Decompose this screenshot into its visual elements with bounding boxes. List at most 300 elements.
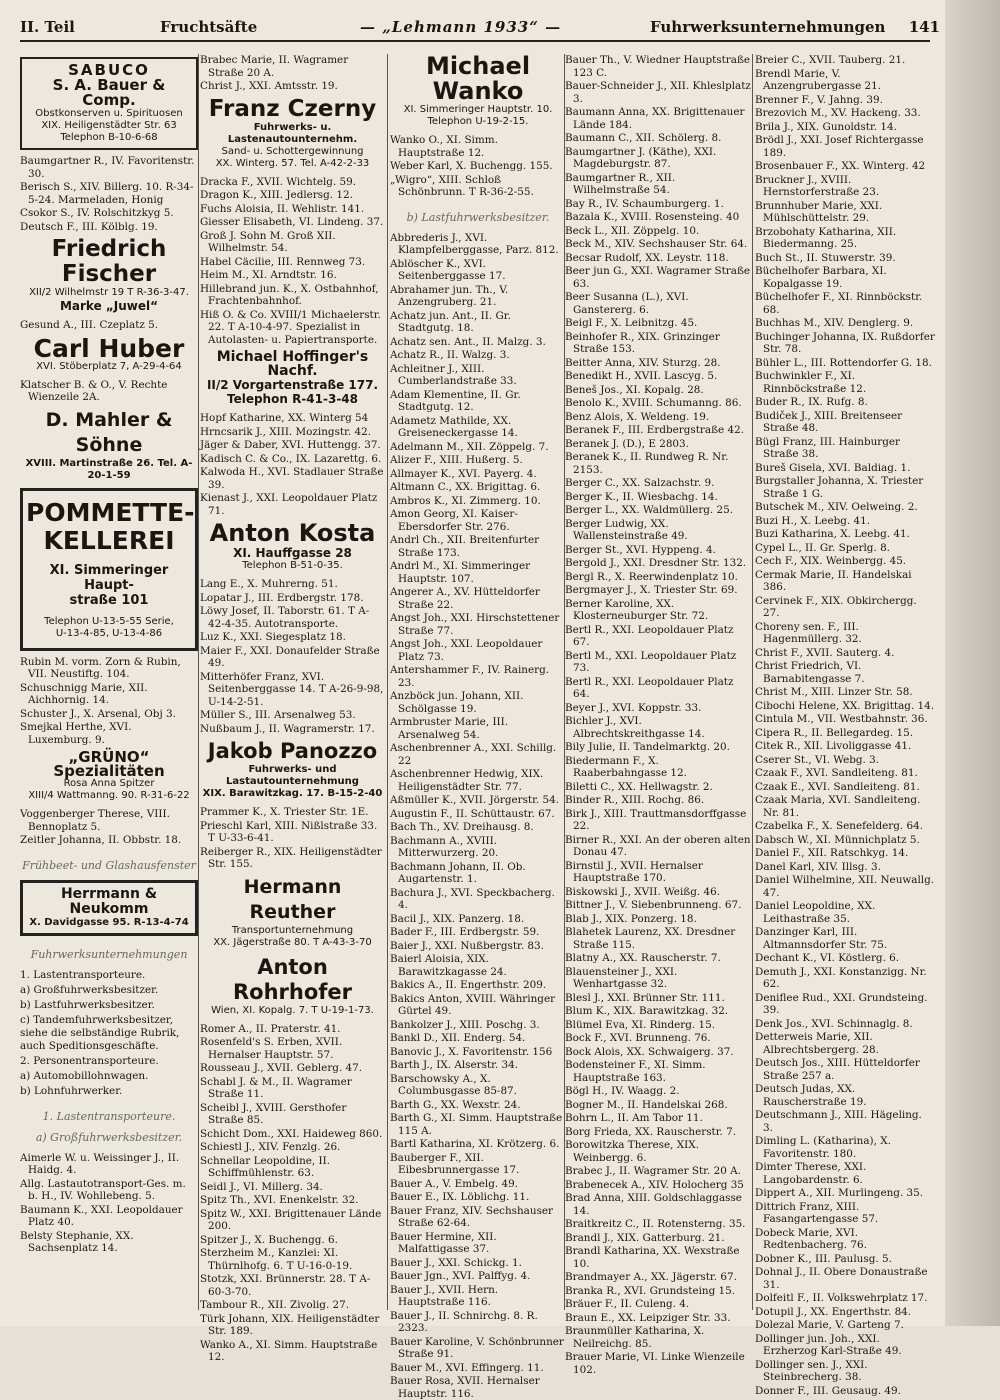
directory-entry: Bühler L., III. Rottendorfer G. 18. bbox=[755, 357, 935, 370]
directory-entry: Bruckner J., XVIII. Hernstorferstraße 23. bbox=[755, 174, 935, 199]
ad-line: Wien, XI. Kopalg. 7. T U-19-1-73. bbox=[200, 1005, 385, 1017]
ad-panozzo bbox=[200, 739, 385, 800]
directory-entry: Czaak Maria, XVI. Sandleiteng. Nr. 81. bbox=[755, 794, 935, 819]
directory-entry: Cermak Marie, II. Handelskai 386. bbox=[755, 569, 935, 594]
directory-entry: Büchelhofer Barbara, XI. Kopalgasse 19. bbox=[755, 265, 935, 290]
directory-entry: Deniflee Rud., XXI. Grundsteing. 39. bbox=[755, 992, 935, 1017]
ad-line: U-13-4-85, U-13-4-86 bbox=[26, 628, 192, 640]
directory-entry: Seidl J., VI. Millerg. 34. bbox=[200, 1181, 385, 1194]
entry-group bbox=[755, 54, 935, 1397]
directory-entry: Bauer J., XXI. Schickg. 1. bbox=[390, 1257, 566, 1270]
entry-group bbox=[200, 176, 385, 347]
directory-entry: Andrl M., XI. Simmeringer Hauptstr. 107. bbox=[390, 560, 566, 585]
directory-entry: Fuchs Aloisia, II. Wehlistr. 141. bbox=[200, 203, 385, 216]
directory-entry: Dollinger jun. Joh., XXI. Erzherzog Karl-Straße 49. bbox=[755, 1333, 935, 1358]
entry-group bbox=[20, 379, 198, 404]
column-2 bbox=[200, 54, 385, 1310]
directory-entry: Daniel F., XII. Ratschkyg. 14. bbox=[755, 847, 935, 860]
ad-title: Herrmann & Neukomm bbox=[26, 887, 192, 917]
ad-title: Friedrich Fischer bbox=[20, 237, 198, 287]
directory-entry: Spitzer J., X. Buchengg. 6. bbox=[200, 1234, 385, 1247]
directory-entry: Bertl R., XXI. Leopoldauer Platz 64. bbox=[565, 676, 753, 701]
directory-entry: „Wigro“, XIII. Schloß Schönbrunn. T R-36-2-55. bbox=[390, 174, 566, 199]
directory-entry: Bacil J., XIX. Panzerg. 18. bbox=[390, 913, 566, 926]
directory-entry: Stotzk, XXI. Brünnerstr. 28. T A-60-3-70. bbox=[200, 1273, 385, 1298]
directory-entry: Alizer F., XIII. Hußerg. 5. bbox=[390, 454, 566, 467]
directory-entry: Dobner K., III. Paulusg. 5. bbox=[755, 1253, 935, 1266]
directory-entry: Czaak E., XVI. Sandleiteng. 81. bbox=[755, 781, 935, 794]
directory-entry: Bachmann A., XVIII. Mitterwurzerg. 20. bbox=[390, 835, 566, 860]
ad-title: Michael Wanko bbox=[390, 54, 566, 104]
directory-entry: Baumgartner J. (Käthe), XXI. Magdeburgstr. 87. bbox=[565, 146, 753, 171]
directory-entry: Birner R., XXI. An der oberen alten Donau 47. bbox=[565, 834, 753, 859]
ad-line: straße 101 bbox=[26, 593, 192, 608]
directory-entry: Spitz W., XXI. Brigittenauer Lände 200. bbox=[200, 1208, 385, 1233]
ad-line: XX. Jägerstraße 80. T A-43-3-70 bbox=[200, 937, 385, 949]
directory-entry: Cintula M., VII. Westbahnstr. 36. bbox=[755, 713, 935, 726]
directory-entry: Amon Georg, XI. Kaiser-Ebersdorfer Str. 276. bbox=[390, 508, 566, 533]
ad-line: XI. Simmeringer Hauptstr. 10. bbox=[390, 104, 566, 116]
list-item: b) Lohnfuhrwerker. bbox=[20, 1085, 198, 1098]
directory-entry: Löwy Josef, II. Taborstr. 61. T A-42-4-35. Autotransporte. bbox=[200, 605, 385, 630]
page-header bbox=[20, 14, 930, 42]
directory-entry: Lang E., X. Muhrerng. 51. bbox=[200, 578, 385, 591]
directory-entry: Hrncsarik J., XIII. Mozingstr. 42. bbox=[200, 426, 385, 439]
directory-entry: Bauer J., XVII. Hern. Hauptstraße 116. bbox=[390, 1284, 566, 1309]
directory-entry: Aschenbrenner Hedwig, XIX. Heiligenstädter Str. 77. bbox=[390, 768, 566, 793]
directory-entry: Barth G., XI. Simm. Hauptstraße 115 A. bbox=[390, 1112, 566, 1137]
page-edge-shadow bbox=[945, 0, 1000, 1326]
ad-sabuco bbox=[20, 57, 198, 150]
directory-entry: Buchinger Johanna, IX. Rußdorfer Str. 78. bbox=[755, 331, 935, 356]
directory-entry: Dimling L. (Katharina), X. Favoritenstr. 180. bbox=[755, 1135, 935, 1160]
directory-entry: Bankolzer J., XIII. Poschg. 3. bbox=[390, 1019, 566, 1032]
ad-line: XI. Hauffgasse 28 bbox=[200, 546, 385, 560]
part-label: II. Teil bbox=[20, 18, 75, 36]
directory-entry: Bodensteiner F., XI. Simm. Hauptstraße 163. bbox=[565, 1059, 753, 1084]
entry-group bbox=[200, 806, 385, 871]
directory-entry: Blum K., XIX. Barawitzkag. 32. bbox=[565, 1005, 753, 1018]
column-1 bbox=[20, 54, 198, 1310]
directory-entry: Brila J., XIX. Gunoldstr. 14. bbox=[755, 121, 935, 134]
directory-entry: Choreny sen. F., III. Hagenmüllerg. 32. bbox=[755, 621, 935, 646]
directory-entry: Allg. Lastautotransport-Ges. m. b. H., IV. Wohllebeng. 5. bbox=[20, 1178, 198, 1203]
directory-entry: Beinhofer R., XIX. Grinzinger Straße 153. bbox=[565, 331, 753, 356]
list-item: 1. Lastentransporteure. bbox=[20, 969, 198, 982]
directory-entry: Blatny A., XX. Rauscherstr. 7. bbox=[565, 952, 753, 965]
directory-entry: Cervinek F., XIX. Obkirchergg. 27. bbox=[755, 595, 935, 620]
directory-entry: Dohnal J., II. Obere Donaustraße 31. bbox=[755, 1266, 935, 1291]
ad-title: KELLEREI bbox=[26, 527, 192, 555]
directory-entry: Achatz R., II. Walzg. 3. bbox=[390, 349, 566, 362]
directory-entry: Angst Joh., XXI. Leopoldauer Platz 73. bbox=[390, 638, 566, 663]
directory-entry: Jäger & Daber, XVI. Huttengg. 37. bbox=[200, 439, 385, 452]
directory-entry: Benolo K., XVIII. Schumanng. 86. bbox=[565, 397, 753, 410]
directory-entry: Angerer A., XV. Hütteldorfer Straße 22. bbox=[390, 586, 566, 611]
directory-entry: Bräuer F., II. Culeng. 4. bbox=[565, 1298, 753, 1311]
ad-line: XVI. Stöberplatz 7, A-29-4-64 bbox=[20, 361, 198, 373]
directory-entry: Brabenecek A., XIV. Holocherg 35 bbox=[565, 1179, 753, 1192]
directory-entry: Blümel Eva, XI. Rinderg. 15. bbox=[565, 1019, 753, 1032]
list-item: 2. Personentransporteure. bbox=[20, 1055, 198, 1068]
directory-entry: Bauer Karoline, V. Schönbrunner Straße 91. bbox=[390, 1336, 566, 1361]
directory-entry: Beigl F., X. Leibnitzg. 45. bbox=[565, 317, 753, 330]
directory-entry: Bauer E., IX. Löblichg. 11. bbox=[390, 1191, 566, 1204]
directory-entry: Brosenbauer F., XX. Winterg. 42 bbox=[755, 160, 935, 173]
directory-entry: Türk Johann, XIX. Heiligenstädter Str. 189. bbox=[200, 1313, 385, 1338]
ad-firm: S. A. Bauer & Comp. bbox=[25, 78, 193, 108]
ad-kosta bbox=[200, 521, 385, 572]
directory-entry: Deutsch Judas, XX. Rauscherstraße 19. bbox=[755, 1083, 935, 1108]
directory-entry: Baumgartner R., IV. Favoritenstr. 30. bbox=[20, 155, 198, 180]
directory-entry: Banovic J., X. Favoritenstr. 156 bbox=[390, 1046, 566, 1059]
ad-title: D. Mahler & Söhne bbox=[20, 408, 198, 458]
directory-entry: Heim M., XI. Arndtstr. 16. bbox=[200, 269, 385, 282]
entry-group bbox=[20, 656, 198, 747]
section-heading: 1. Lastentransporteure. bbox=[20, 1110, 198, 1123]
directory-entry: Buchwinkler F., XI. Rinnböckstraße 12. bbox=[755, 370, 935, 395]
directory-entry: Hiß O. & Co. XVIII/1 Michaelerstr. 22. T A-10-4-97. Spezialist in Autolasten- u. Papiertransporte. bbox=[200, 309, 385, 347]
directory-entry: Gesund A., III. Czeplatz 5. bbox=[20, 319, 198, 332]
directory-entry: Bazala K., XVIII. Rosensteing. 40 bbox=[565, 211, 753, 224]
ad-title: Franz Czerny bbox=[200, 97, 385, 122]
column-4 bbox=[565, 54, 753, 1310]
ad-line: XIX. Heiligenstädter Str. 63 bbox=[25, 120, 193, 132]
ad-title: Anton Rohrhofer bbox=[200, 955, 385, 1005]
directory-entry: Cech F., XIX. Weinbergg. 45. bbox=[755, 555, 935, 568]
directory-entry: Bankl D., XII. Enderg. 54. bbox=[390, 1032, 566, 1045]
list-item: c) Tandemfuhrwerksbesitzer, siehe die selbständige Rubrik, auch Speditionsgeschäfte. bbox=[20, 1014, 198, 1053]
entry-group bbox=[200, 412, 385, 517]
ad-title: Carl Huber bbox=[20, 336, 198, 361]
directory-entry: Bauer Hermine, XII. Malfattigasse 37. bbox=[390, 1231, 566, 1256]
directory-entry: Buchhas M., XIV. Denglerg. 9. bbox=[755, 317, 935, 330]
directory-entry: Augustin F., II. Schüttaustr. 67. bbox=[390, 808, 566, 821]
entry-group bbox=[565, 54, 753, 1376]
directory-entry: Bauer Th., V. Wiedner Hauptstraße 123 C. bbox=[565, 54, 753, 79]
directory-entry: Birk J., XIII. Trauttmansdorffgasse 22. bbox=[565, 808, 753, 833]
directory-entry: Brödl J., XXI. Josef Richtergasse 189. bbox=[755, 134, 935, 159]
directory-entry: Deutschmann J., XIII. Hägeling. 3. bbox=[755, 1109, 935, 1134]
ad-czerny bbox=[200, 97, 385, 170]
directory-entry: Müller S., III. Arsenalweg 53. bbox=[200, 709, 385, 722]
directory-entry: Kienast J., XXI. Leopoldauer Platz 71. bbox=[200, 492, 385, 517]
directory-entry: Allmayer K., XVI. Payerg. 4. bbox=[390, 468, 566, 481]
directory-entry: Schuster J., X. Arsenal, Obj 3. bbox=[20, 708, 198, 721]
directory-entry: Reiberger R., XIX. Heiligenstädter Str. 155. bbox=[200, 846, 385, 871]
directory-entry: Baier J., XXI. Nußbergstr. 83. bbox=[390, 940, 566, 953]
directory-entry: Bergold J., XXI. Dresdner Str. 132. bbox=[565, 557, 753, 570]
ad-line: XX. Winterg. 57. Tel. A-42-2-33 bbox=[200, 158, 385, 170]
directory-entry: Czaak F., XVI. Sandleiteng. 81. bbox=[755, 767, 935, 780]
ad-reuther bbox=[200, 875, 385, 949]
entry-group bbox=[20, 319, 198, 332]
list-item: a) Automobillohnwagen. bbox=[20, 1070, 198, 1083]
directory-entry: Achatz jun. Ant., II. Gr. Stadtgutg. 18. bbox=[390, 310, 566, 335]
directory-entry: Romer A., II. Praterstr. 41. bbox=[200, 1023, 385, 1036]
directory-entry: Habel Cäcilie, III. Rennweg 73. bbox=[200, 256, 385, 269]
directory-entry: Andrl Ch., XII. Breitenfurter Straße 173. bbox=[390, 534, 566, 559]
directory-entry: Biedermann F., X. Raaberbahngasse 12. bbox=[565, 755, 753, 780]
directory-entry: Barth G., XX. Wexstr. 24. bbox=[390, 1099, 566, 1112]
directory-entry: Dollinger sen. J., XXI. Steinbrecherg. 38. bbox=[755, 1359, 935, 1384]
ad-line: Fuhrwerks- u. Lastenautounternehm. bbox=[200, 122, 385, 146]
entry-group bbox=[20, 155, 198, 233]
directory-entry: Braun E., XX. Leipziger Str. 33. bbox=[565, 1312, 753, 1325]
entry-group bbox=[20, 1152, 198, 1255]
directory-entry: Dechant K., VI. Köstlerg. 6. bbox=[755, 952, 935, 965]
section-right-label: Fuhrwerksunternehmungen bbox=[650, 18, 885, 36]
directory-entry: Anzböck jun. Johann, XII. Schölgasse 19. bbox=[390, 690, 566, 715]
directory-entry: Berger L., XX. Waldmüllerg. 25. bbox=[565, 504, 753, 517]
directory-entry: Beneš Jos., XI. Kopalg. 28. bbox=[565, 384, 753, 397]
ad-rohrhofer bbox=[200, 955, 385, 1017]
directory-entry: Nußbaum J., II. Wagramerstr. 17. bbox=[200, 723, 385, 736]
entry-group bbox=[20, 969, 198, 1098]
directory-entry: Burgstaller Johanna, X. Triester Straße 1 G. bbox=[755, 475, 935, 500]
directory-entry: Beck M., XIV. Sechshauser Str. 64. bbox=[565, 238, 753, 251]
directory-entry: Borowitzka Therese, XIX. Weinbergg. 6. bbox=[565, 1139, 753, 1164]
directory-entry: Rubin M. vorm. Zorn & Rubin, VII. Neustiftg. 104. bbox=[20, 656, 198, 681]
directory-entry: Deutsch Jos., XIII. Hütteldorfer Straße 257 a. bbox=[755, 1057, 935, 1082]
ad-mahler bbox=[20, 408, 198, 482]
directory-entry: Deutsch F., III. Kölblg. 19. bbox=[20, 221, 198, 234]
directory-entry: Blab J., XIX. Ponzerg. 18. bbox=[565, 913, 753, 926]
directory-entry: Sterzheim M., Kanzlei: XI. Thürnlhofg. 6. T U-16-0-19. bbox=[200, 1247, 385, 1272]
directory-entry: Dittrich Franz, XIII. Fasangartengasse 57. bbox=[755, 1201, 935, 1226]
directory-entry: Prieschl Karl, XIII. Nißlstraße 33. T U-33-6-41. bbox=[200, 820, 385, 845]
directory-entry: Bittner J., V. Siebenbrunneng. 67. bbox=[565, 899, 753, 912]
directory-entry: Breier C., XVII. Tauberg. 21. bbox=[755, 54, 935, 67]
directory-entry: Brzobohaty Katharina, XII. Biedermanng. 25. bbox=[755, 226, 935, 251]
directory-entry: Christ M., XIII. Linzer Str. 58. bbox=[755, 686, 935, 699]
directory-entry: Bauer A., V. Embelg. 49. bbox=[390, 1178, 566, 1191]
directory-entry: Baumann K., XXI. Leopoldauer Platz 40. bbox=[20, 1204, 198, 1229]
directory-entry: Demuth J., XXI. Konstanzigg. Nr. 62. bbox=[755, 966, 935, 991]
directory-entry: Barschowsky A., X. Columbusgasse 85-87. bbox=[390, 1073, 566, 1098]
directory-entry: Christ F., XVII. Sauterg. 4. bbox=[755, 647, 935, 660]
directory-entry: Weber Karl, X. Buchengg. 155. bbox=[390, 160, 566, 173]
directory-entry: Beer Susanna (L.), XVI. Ganstererg. 6. bbox=[565, 291, 753, 316]
directory-entry: Bach Th., XV. Dreihausg. 8. bbox=[390, 821, 566, 834]
directory-entry: Cypel L., II. Gr. Sperlg. 8. bbox=[755, 542, 935, 555]
directory-entry: Dolezal Marie, V. Garteng 7. bbox=[755, 1319, 935, 1332]
directory-entry: Beranek J. (D.), E 2803. bbox=[565, 438, 753, 451]
directory-entry: Ambros K., XI. Zimmerg. 10. bbox=[390, 495, 566, 508]
directory-entry: Biletti C., XX. Hellwagstr. 2. bbox=[565, 781, 753, 794]
directory-entry: Czabelka F., X. Senefelderg. 64. bbox=[755, 820, 935, 833]
directory-entry: Dracka F., XVII. Wichtelg. 59. bbox=[200, 176, 385, 189]
directory-entry: Dabsch W., XI. Münnichplatz 5. bbox=[755, 834, 935, 847]
ad-line: Rosa Anna Spitzer bbox=[20, 778, 198, 790]
directory-entry: Bureš Gisela, XVI. Baldiag. 1. bbox=[755, 462, 935, 475]
ad-line: Telephon U-19-2-15. bbox=[390, 116, 566, 128]
entry-group bbox=[390, 134, 566, 199]
ad-pommette bbox=[20, 488, 198, 651]
directory-entry: Bertl R., XXI. Leopoldauer Platz 67. bbox=[565, 624, 753, 649]
directory-entry: Bauer Franz, XIV. Sechshauser Straße 62-64. bbox=[390, 1205, 566, 1230]
directory-entry: Berner Karoline, XX. Klosterneuburger Str. 72. bbox=[565, 598, 753, 623]
ad-line: Sand- u. Schottergewinnung bbox=[200, 146, 385, 158]
directory-entry: Smejkal Herthe, XVI. Luxemburg. 9. bbox=[20, 721, 198, 746]
directory-entry: Citek R., XII. Livoliggasse 41. bbox=[755, 740, 935, 753]
ad-line: Telephon U-13-5-55 Serie, bbox=[26, 616, 192, 628]
entry-group bbox=[20, 808, 198, 847]
ad-line: Fuhrwerks- und Lastautounternehmung bbox=[200, 764, 385, 788]
ad-line: XI. Simmeringer Haupt- bbox=[26, 563, 192, 593]
directory-entry: Aßmüller K., XVII. Jörgerstr. 54. bbox=[390, 794, 566, 807]
list-item: a) Großfuhrwerksbesitzer. bbox=[20, 984, 198, 997]
directory-entry: Spitz Th., XVI. Enenkelstr. 32. bbox=[200, 1194, 385, 1207]
directory-entry: Bauer J., II. Schnirchg. 8. R. 2323. bbox=[390, 1310, 566, 1335]
ad-line: Telephon R-41-3-48 bbox=[200, 392, 385, 406]
directory-entry: Brauer Marie, VI. Linke Wienzeile 102. bbox=[565, 1351, 753, 1376]
directory-entry: Benedikt H., XVII. Lascyg. 5. bbox=[565, 370, 753, 383]
directory-entry: Maier F., XXI. Donaufelder Straße 49. bbox=[200, 645, 385, 670]
directory-entry: Csokor S., IV. Rolschitzkyg 5. bbox=[20, 207, 198, 220]
directory-entry: Scheibl J., XVIII. Gersthofer Straße 85. bbox=[200, 1102, 385, 1127]
ad-line: Telephon B-10-6-68 bbox=[25, 132, 193, 144]
directory-entry: Armbruster Marie, III. Arsenalweg 54. bbox=[390, 716, 566, 741]
directory-entry: Dolfeitl F., II. Volkswehrplatz 17. bbox=[755, 1292, 935, 1305]
running-title: — „Lehmann 1933“ — bbox=[360, 18, 561, 36]
directory-entry: Bakics A., II. Engerthstr. 209. bbox=[390, 979, 566, 992]
directory-entry: Hillebrand jun. K., X. Ostbahnhof, Frachtenbahnhof. bbox=[200, 283, 385, 308]
directory-entry: Aschenbrenner A., XXI. Schillg. 22 bbox=[390, 742, 566, 767]
ad-line: Obstkonserven u. Spirituosen bbox=[25, 108, 193, 120]
column-3 bbox=[390, 54, 566, 1310]
directory-entry: Bichler J., XVI. Albrechtskreithgasse 14. bbox=[565, 715, 753, 740]
section-heading: Fuhrwerksunternehmungen bbox=[20, 948, 198, 961]
directory-entry: Borg Frieda, XX. Rauscherstr. 7. bbox=[565, 1126, 753, 1139]
directory-entry: Hopf Katharine, XX. Winterg 54 bbox=[200, 412, 385, 425]
directory-entry: Brendl Marie, V. Anzengrubergasse 21. bbox=[755, 68, 935, 93]
directory-entry: Dragon K., XIII. Jedlersg. 12. bbox=[200, 189, 385, 202]
ad-title: POMMETTE- bbox=[26, 499, 192, 527]
directory-entry: Brabec J., II. Wagramer Str. 20 A. bbox=[565, 1165, 753, 1178]
directory-entry: Voggenberger Therese, VIII. Bennoplatz 5. bbox=[20, 808, 198, 833]
directory-entry: Donner F., III. Geusaug. 49. bbox=[755, 1385, 935, 1398]
directory-entry: Beck L., XII. Zöppelg. 10. bbox=[565, 225, 753, 238]
column-rule bbox=[198, 54, 199, 1310]
ad-line: XVIII. Martinstraße 26. Tel. A-20-1-59 bbox=[20, 458, 198, 482]
directory-entry: Schiestl J., XIV. Fenzlg. 26. bbox=[200, 1141, 385, 1154]
directory-entry: Prammer K., X. Triester Str. 1E. bbox=[200, 806, 385, 819]
directory-entry: Dobeck Marie, XVI. Redtenbacherg. 76. bbox=[755, 1227, 935, 1252]
directory-entry: Baumann Anna, XX. Brigittenauer Lände 184. bbox=[565, 106, 753, 131]
directory-entry: Achleitner J., XIII. Cumberlandstraße 33. bbox=[390, 363, 566, 388]
directory-entry: Altmann C., XX. Brigittag. 6. bbox=[390, 481, 566, 494]
directory-entry: Giesser Elisabeth, VI. Lindeng. 37. bbox=[200, 216, 385, 229]
directory-entry: Bauer Rosa, XVII. Hernalser Hauptstr. 116. bbox=[390, 1375, 566, 1400]
directory-entry: Detterweis Marie, XII. Albrechtsbergerg. 28. bbox=[755, 1031, 935, 1056]
directory-entry: Aimerle W. u. Weissinger J., II. Haidg. 4. bbox=[20, 1152, 198, 1177]
directory-entry: Beyer J., XVI. Koppstr. 33. bbox=[565, 702, 753, 715]
directory-entry: Bay R., IV. Schaumburgerg. 1. bbox=[565, 198, 753, 211]
directory-entry: Kadisch C. & Co., IX. Lazarettg. 6. bbox=[200, 453, 385, 466]
directory-entry: Bertl M., XXI. Leopoldauer Platz 73. bbox=[565, 650, 753, 675]
directory-entry: Bachmann Johann, II. Ob. Augartenstr. 1. bbox=[390, 861, 566, 886]
directory-entry: Buder R., IX. Rufg. 8. bbox=[755, 396, 935, 409]
directory-entry: Budiček J., XIII. Breitenseer Straße 48. bbox=[755, 410, 935, 435]
ad-wanko bbox=[390, 54, 566, 128]
column-rule bbox=[387, 54, 388, 1310]
entry-group bbox=[200, 1023, 385, 1364]
directory-entry: Bachura J., XVI. Speckbacherg. 4. bbox=[390, 887, 566, 912]
column-5 bbox=[755, 54, 935, 1310]
directory-entry: Cipera R., II. Bellegardeg. 15. bbox=[755, 727, 935, 740]
directory-entry: Buzi Katharina, X. Leebg. 41. bbox=[755, 528, 935, 541]
section-left-label: Fruchtsäfte bbox=[160, 18, 257, 36]
directory-entry: Bohrn L., II. Am Tabor 11. bbox=[565, 1112, 753, 1125]
directory-entry: Birnstil J., XVII. Hernalser Hauptstraße 170. bbox=[565, 860, 753, 885]
directory-entry: Wanko O., XI. Simm. Hauptstraße 12. bbox=[390, 134, 566, 159]
directory-entry: Adam Klementine, II. Gr. Stadtgutg. 12. bbox=[390, 389, 566, 414]
directory-entry: Butschek M., XIV. Oelweing. 2. bbox=[755, 501, 935, 514]
directory-entry: Brad Anna, XIII. Goldschlaggasse 14. bbox=[565, 1192, 753, 1217]
ad-title: „GRÜNO“ Spezialitäten bbox=[20, 750, 198, 778]
directory-entry: Danzinger Karl, III. Altmannsdorfer Str. 75. bbox=[755, 926, 935, 951]
directory-entry: Bauer-Schneider J., XII. Khleslplatz 3. bbox=[565, 80, 753, 105]
directory-entry: Biskowski J., XVII. Weißg. 46. bbox=[565, 886, 753, 899]
directory-entry: Daniel Wilhelmine, XII. Neuwallg. 47. bbox=[755, 874, 935, 899]
directory-entry: Brandl J., XIX. Gatterburg. 21. bbox=[565, 1232, 753, 1245]
list-item: b) Lastfuhrwerksbesitzer. bbox=[20, 999, 198, 1012]
directory-entry: Daniel Leopoldine, XX. Leithastraße 35. bbox=[755, 900, 935, 925]
directory-entry: Angst Joh., XXI. Hirschstettener Straße 77. bbox=[390, 612, 566, 637]
directory-entry: Bauberger F., XII. Eibesbrunnergasse 17. bbox=[390, 1152, 566, 1177]
directory-entry: Berger K., II. Wiesbachg. 14. bbox=[565, 491, 753, 504]
directory-entry: Blahetek Laurenz, XX. Dresdner Straße 115. bbox=[565, 926, 753, 951]
directory-entry: Christ J., XXI. Amtsstr. 19. bbox=[200, 80, 385, 93]
directory-entry: Berisch S., XIV. Billerg. 10. R-34-5-24. Marmeladen, Honig bbox=[20, 181, 198, 206]
directory-entry: Abrahamer jun. Th., V. Anzengruberg. 21. bbox=[390, 284, 566, 309]
directory-entry: Zeitler Johanna, II. Obbstr. 18. bbox=[20, 834, 198, 847]
directory-entry: Braunmüller Katharina, X. Neilreichg. 85. bbox=[565, 1325, 753, 1350]
ad-line: Telephon B-51-0-35. bbox=[200, 560, 385, 572]
directory-entry: Benz Alois, X. Weldeng. 19. bbox=[565, 411, 753, 424]
directory-entry: Brunnhuber Marie, XXI. Mühlschüttelstr. 29. bbox=[755, 200, 935, 225]
directory-entry: Wanko A., XI. Simm. Hauptstraße 12. bbox=[200, 1339, 385, 1364]
directory-entry: Bügl Franz, III. Hainburger Straße 38. bbox=[755, 436, 935, 461]
directory-entry: Bogner M., II. Handelskai 268. bbox=[565, 1099, 753, 1112]
entry-group bbox=[390, 232, 566, 1400]
directory-entry: Büchelhofer F., XI. Rinnböckstr. 68. bbox=[755, 291, 935, 316]
directory-entry: Rousseau J., XVII. Geblerg. 47. bbox=[200, 1062, 385, 1075]
directory-entry: Antershammer F., IV. Rainerg. 23. bbox=[390, 664, 566, 689]
ad-line: Transportunternehmung bbox=[200, 925, 385, 937]
ad-line: Marke „Juwel“ bbox=[20, 299, 198, 313]
directory-entry: Branka R., XVI. Grundsteing 15. bbox=[565, 1285, 753, 1298]
directory-entry: Kalwoda H., XVI. Stadlauer Straße 39. bbox=[200, 466, 385, 491]
directory-entry: Bock F., XVI. Brunneng. 76. bbox=[565, 1032, 753, 1045]
section-heading: Frühbeet- und Glashausfenster bbox=[20, 859, 198, 872]
directory-entry: Bily Julie, II. Tandelmarktg. 20. bbox=[565, 741, 753, 754]
directory-entry: Beranek F., III. Erdbergstraße 42. bbox=[565, 424, 753, 437]
directory-entry: Klatscher B. & O., V. Rechte Wienzeile 2A. bbox=[20, 379, 198, 404]
directory-entry: Becsar Rudolf, XX. Leystr. 118. bbox=[565, 252, 753, 265]
directory-entry: Belsty Stephanie, XX. Sachsenplatz 14. bbox=[20, 1230, 198, 1255]
entry-group bbox=[200, 54, 385, 93]
ad-huber bbox=[20, 336, 198, 373]
directory-entry: Bauer M., XVI. Effingerg. 11. bbox=[390, 1362, 566, 1375]
directory-entry: Achatz sen. Ant., II. Malzg. 3. bbox=[390, 336, 566, 349]
directory-entry: Baumgartner R., XII. Wilhelmstraße 54. bbox=[565, 172, 753, 197]
directory-entry: Baierl Aloisia, XIX. Barawitzkagasse 24. bbox=[390, 953, 566, 978]
ad-hoffinger bbox=[200, 350, 385, 406]
directory-entry: Baumann C., XII. Schölerg. 8. bbox=[565, 132, 753, 145]
directory-entry: Tambour R., XII. Zivolig. 27. bbox=[200, 1299, 385, 1312]
